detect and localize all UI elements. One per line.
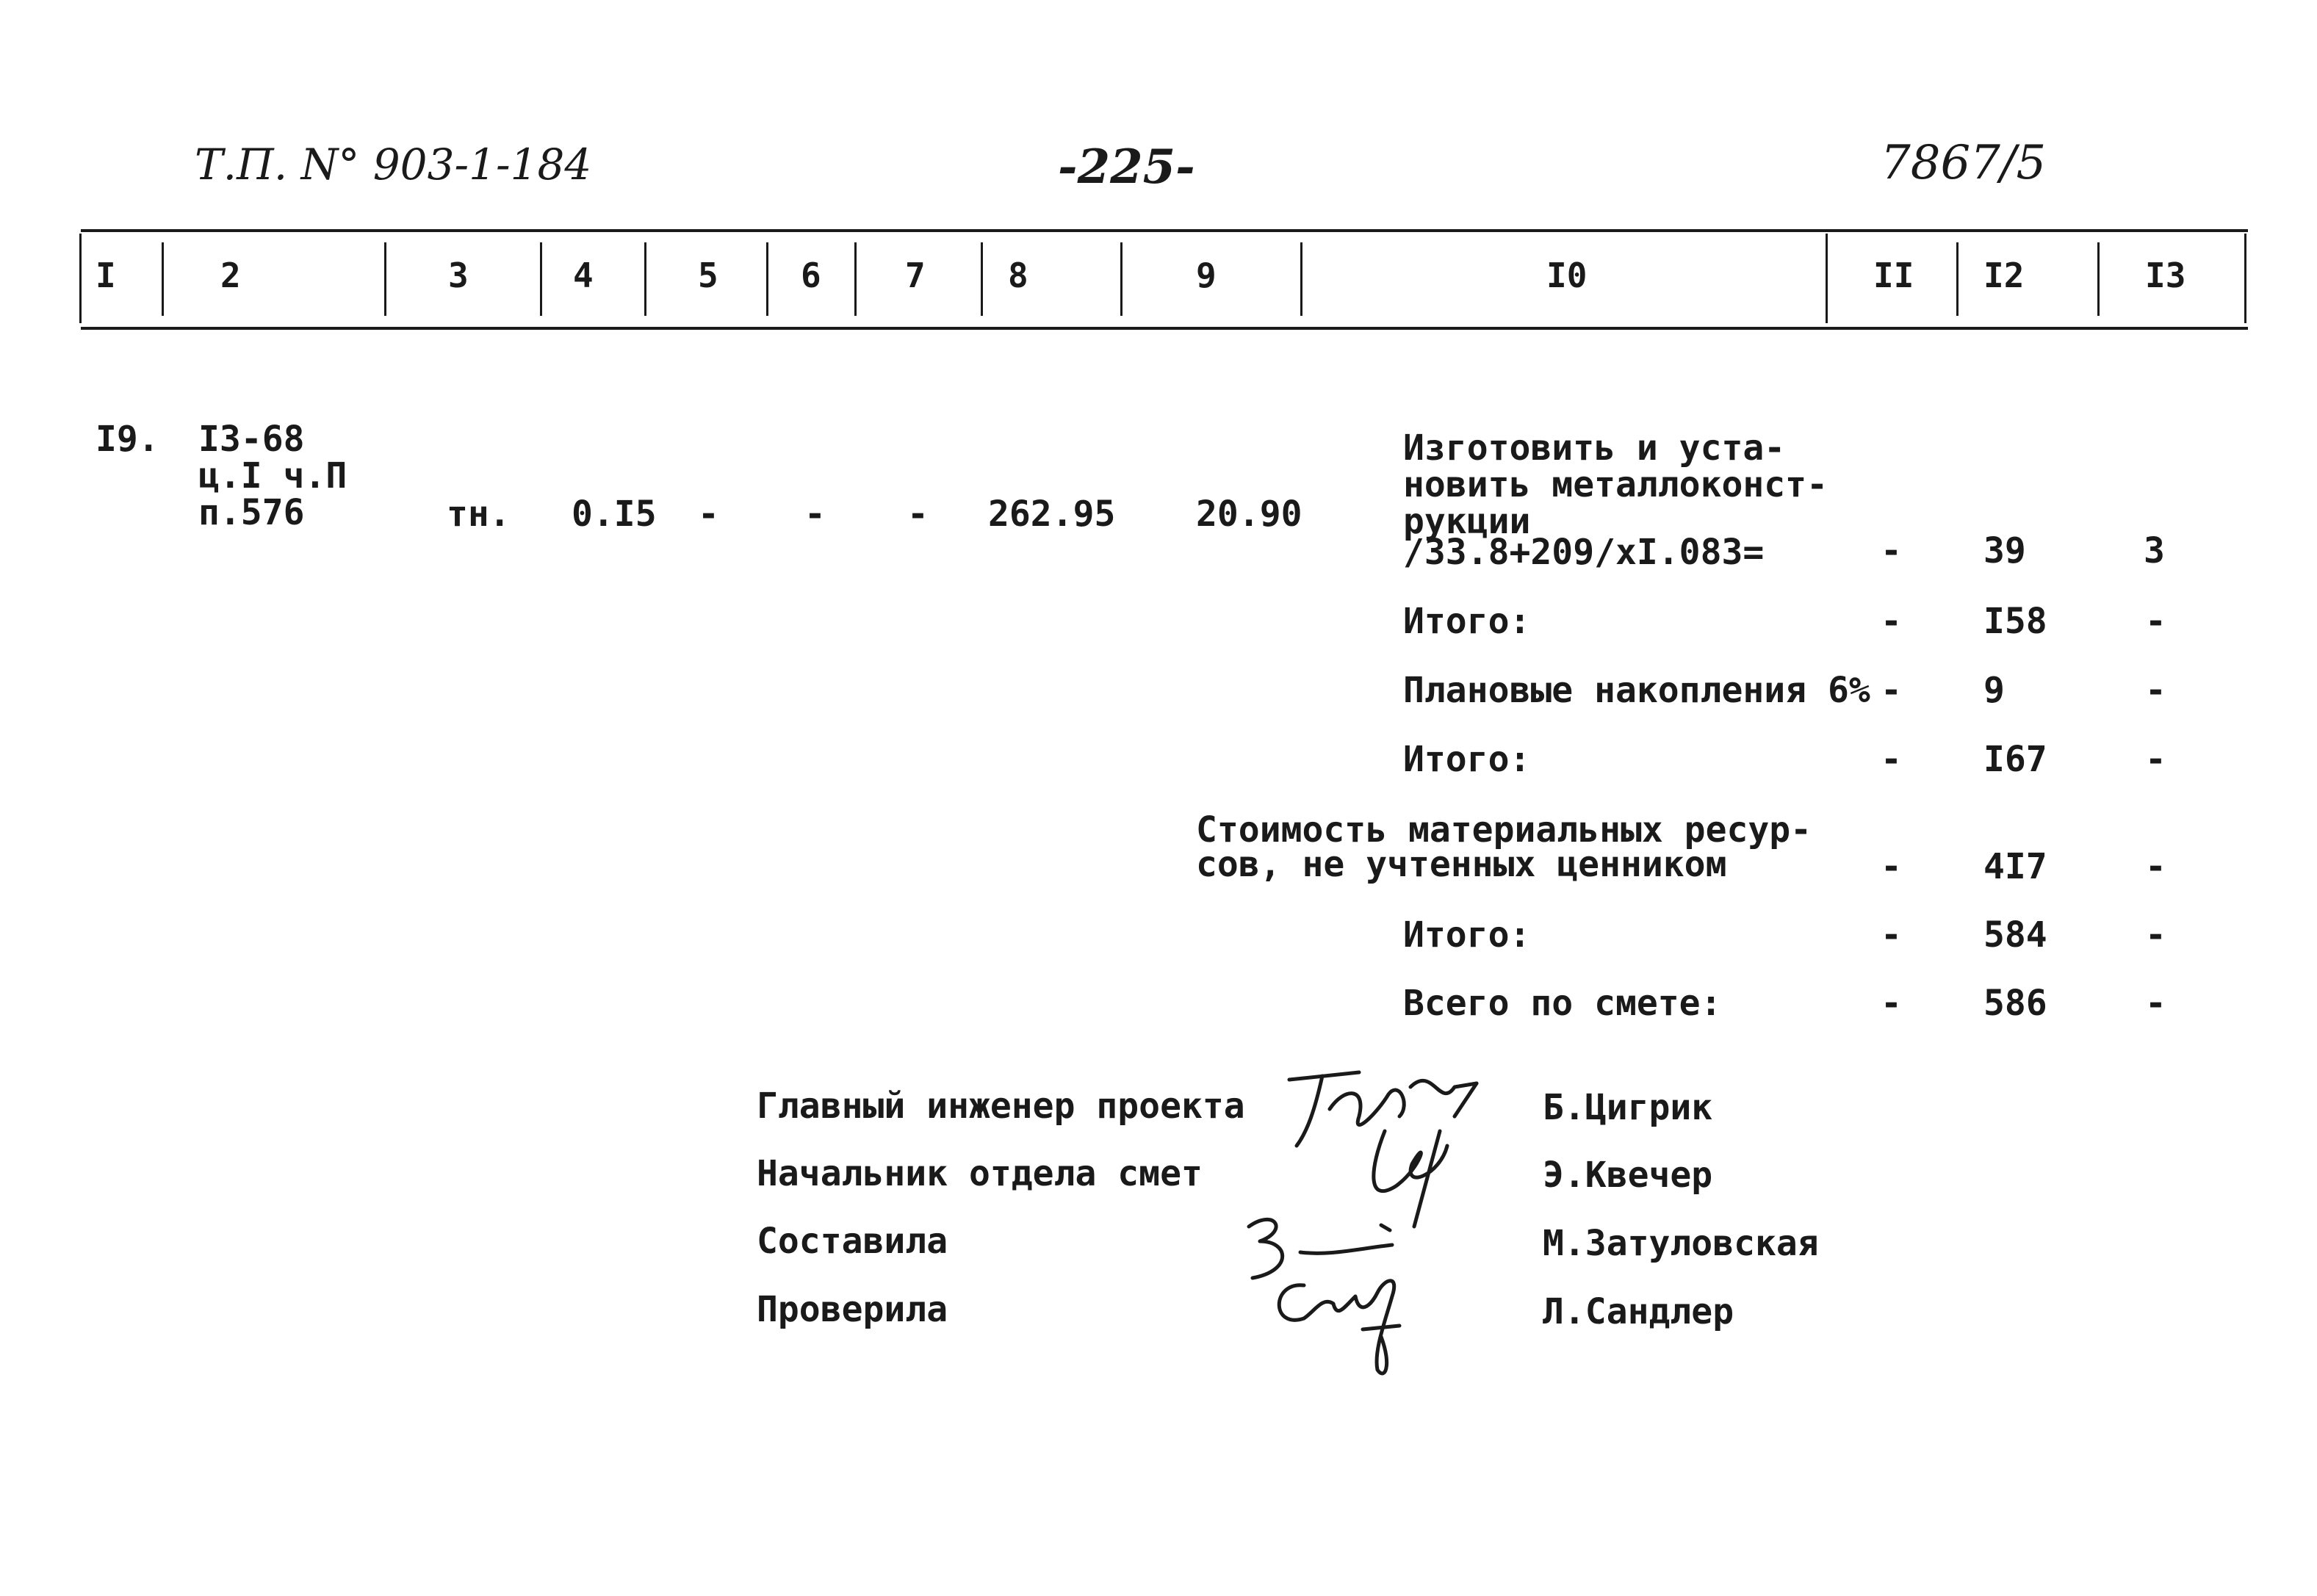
summary-label: Плановые накопления 6% bbox=[1403, 670, 1870, 711]
summary-col12: 586 bbox=[1983, 983, 2047, 1024]
column-divider bbox=[2244, 234, 2246, 323]
row-unit: тн. bbox=[447, 494, 511, 535]
row-col11: - bbox=[1881, 530, 1902, 571]
summary-label: Всего по смете: bbox=[1403, 983, 1722, 1024]
column-header-3: 3 bbox=[448, 256, 469, 295]
summary-col12: I67 bbox=[1983, 739, 2047, 780]
column-divider bbox=[1956, 242, 1959, 316]
row-col9: 20.90 bbox=[1196, 494, 1302, 535]
row-quantity: 0.I5 bbox=[572, 494, 657, 535]
row-code-line: ц.I ч.П bbox=[198, 455, 347, 497]
column-header-13: I3 bbox=[2145, 256, 2186, 295]
column-header-10: I0 bbox=[1546, 256, 1588, 295]
signature-compiler bbox=[1249, 1219, 1392, 1278]
column-divider bbox=[766, 242, 768, 316]
column-divider bbox=[384, 242, 386, 316]
summary-col12: 4I7 bbox=[1983, 846, 2047, 887]
signatory-role: Составила bbox=[757, 1221, 948, 1262]
row-col13: 3 bbox=[2144, 530, 2165, 571]
column-divider bbox=[2097, 242, 2100, 316]
column-header-11: II bbox=[1873, 256, 1914, 295]
summary-label: Стоимость материальных ресур- bbox=[1196, 809, 1812, 851]
row-code-line: п.576 bbox=[198, 492, 305, 533]
column-header-7: 7 bbox=[905, 256, 926, 295]
column-header-6: 6 bbox=[801, 256, 821, 295]
handwritten-signatures bbox=[1219, 1043, 1557, 1395]
summary-col11: - bbox=[1881, 739, 1902, 780]
summary-col11: - bbox=[1881, 983, 1902, 1024]
column-header-9: 9 bbox=[1196, 256, 1217, 295]
column-divider bbox=[79, 234, 82, 323]
column-header-8: 8 bbox=[1008, 256, 1028, 295]
summary-col11: - bbox=[1881, 914, 1902, 956]
row-description-line: /33.8+209/xI.083= bbox=[1403, 532, 1765, 573]
document-number: 7867/5 bbox=[1881, 136, 2047, 190]
column-divider bbox=[162, 242, 164, 316]
column-divider bbox=[1300, 242, 1302, 316]
summary-col11: - bbox=[1881, 670, 1902, 711]
row-col6: - bbox=[804, 494, 826, 535]
summary-col12: 584 bbox=[1983, 914, 2047, 956]
summary-col13: - bbox=[2145, 914, 2166, 956]
header-top-rule bbox=[81, 229, 2248, 232]
column-header-12: I2 bbox=[1983, 256, 2025, 295]
column-divider bbox=[981, 242, 983, 316]
summary-col13: - bbox=[2145, 739, 2166, 780]
signature-head-of-estimates bbox=[1374, 1083, 1477, 1227]
row-code-line: I3-68 bbox=[198, 419, 305, 460]
column-divider bbox=[540, 242, 542, 316]
signatory-role: Начальник отдела смет bbox=[757, 1153, 1203, 1194]
summary-label: сов, не учтенных ценником bbox=[1196, 844, 1727, 885]
column-header-2: 2 bbox=[220, 256, 241, 295]
row-col12: 39 bbox=[1983, 530, 2026, 571]
signatory-name: М.Затуловская bbox=[1543, 1223, 1819, 1264]
column-header-5: 5 bbox=[698, 256, 718, 295]
signatory-name: Л.Сандлер bbox=[1543, 1291, 1734, 1332]
row-description-line: Изготовить и уста- bbox=[1403, 427, 1786, 469]
header-bottom-rule bbox=[81, 327, 2248, 330]
summary-col11: - bbox=[1881, 846, 1902, 887]
row-col8: 262.95 bbox=[988, 494, 1116, 535]
summary-col12: I58 bbox=[1983, 601, 2047, 642]
summary-col13: - bbox=[2145, 670, 2166, 711]
summary-col11: - bbox=[1881, 601, 1902, 642]
signatory-role: Главный инженер проекта bbox=[757, 1086, 1245, 1127]
column-divider bbox=[644, 242, 646, 316]
column-header-1: I bbox=[96, 256, 116, 295]
signatory-role: Проверила bbox=[757, 1289, 948, 1330]
row-description-line: новить металлоконст- bbox=[1403, 464, 1828, 505]
summary-label: Итого: bbox=[1403, 739, 1531, 780]
column-header-4: 4 bbox=[573, 256, 594, 295]
row-number: I9. bbox=[96, 419, 159, 460]
summary-col13: - bbox=[2145, 846, 2166, 887]
summary-col13: - bbox=[2145, 983, 2166, 1024]
signatory-name: Э.Квечер bbox=[1543, 1155, 1713, 1196]
project-reference: Т.П. N° 903-1-184 bbox=[195, 140, 592, 189]
column-divider bbox=[854, 242, 857, 316]
page-number: -225- bbox=[1058, 140, 1195, 195]
summary-label: Итого: bbox=[1403, 601, 1531, 642]
signature-checker bbox=[1279, 1281, 1399, 1373]
column-divider bbox=[1120, 242, 1123, 316]
row-col5: - bbox=[698, 494, 719, 535]
summary-label: Итого: bbox=[1403, 914, 1531, 956]
summary-col12: 9 bbox=[1983, 670, 2005, 711]
row-col7: - bbox=[907, 494, 929, 535]
summary-col13: - bbox=[2145, 601, 2166, 642]
row-description-line: рукции bbox=[1403, 501, 1531, 542]
column-divider bbox=[1826, 234, 1828, 323]
signatory-name: Б.Цигрик bbox=[1543, 1087, 1713, 1128]
